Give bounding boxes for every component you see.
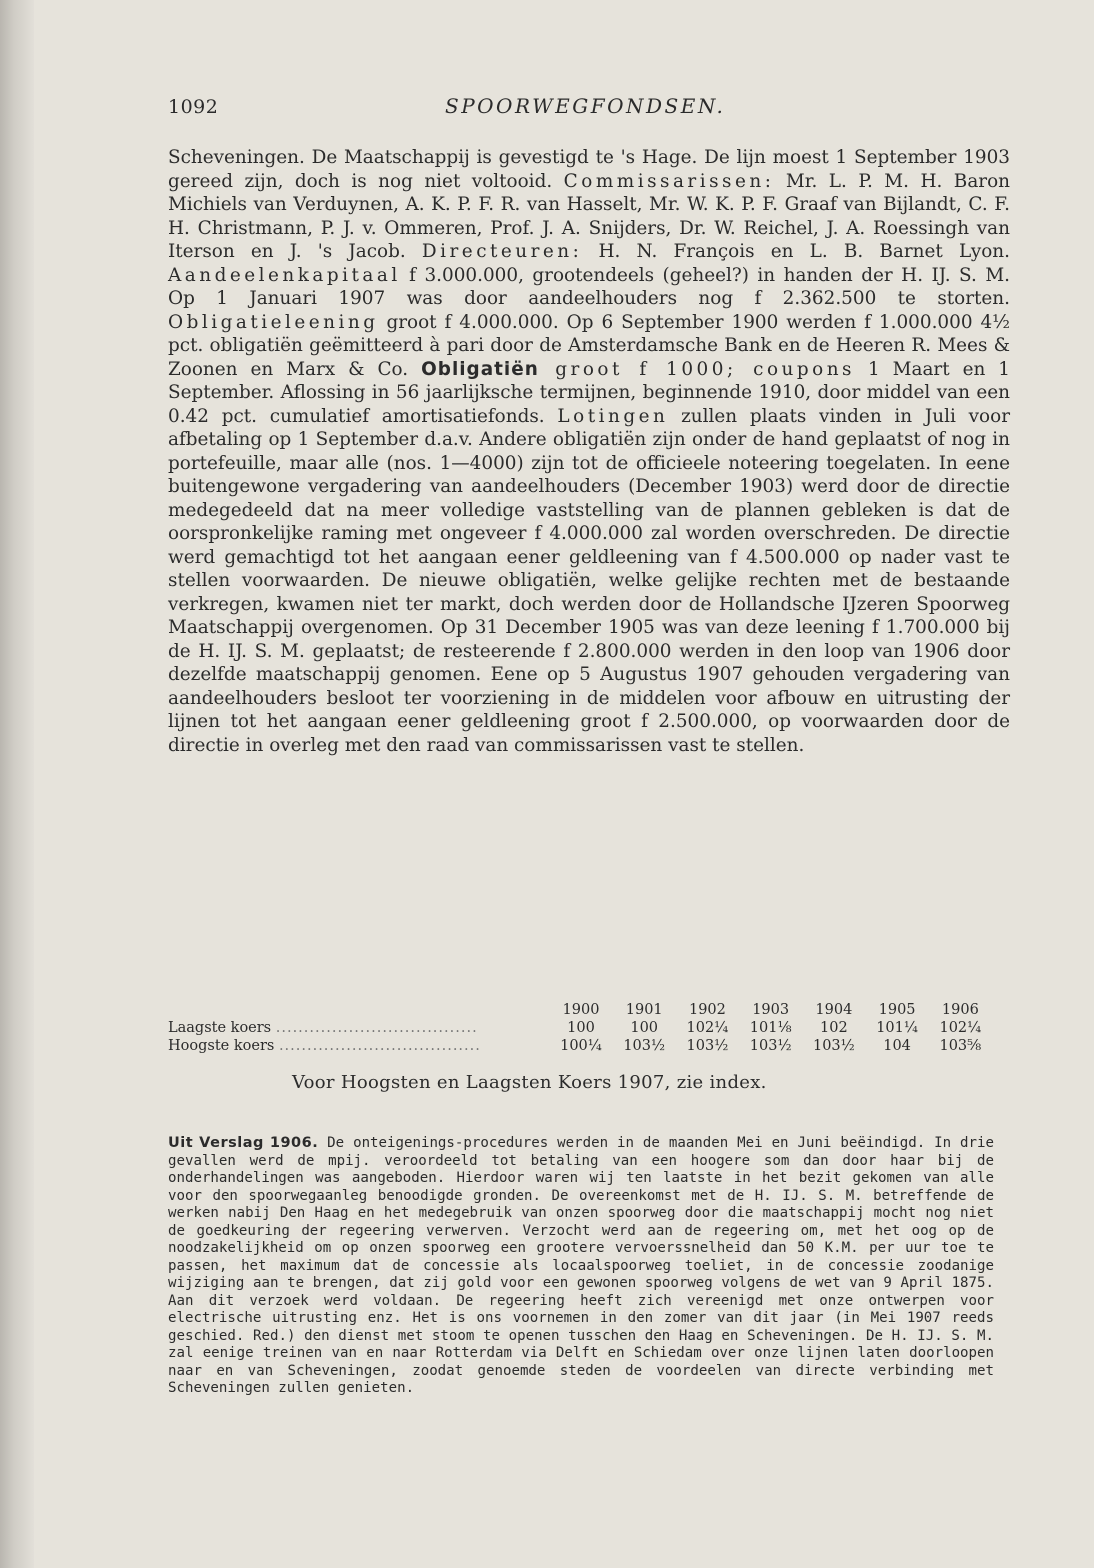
year-cell: 1901	[625, 1002, 663, 1018]
text-run: Mr. L. P. M. H. Baron Michiels van Verduynen, A. K. P. F. R. van Hasselt, Mr. W. K. P. F. Graaf van Bijlandt, C. F. H. Christmann, P. J. v. Ommeren, Prof. J. A. Snijders, Dr. W. Reichel, J. A. Roessingh van Iterson en J. 's Jacob.	[168, 170, 1010, 262]
laagste-koers-row	[168, 1019, 992, 1037]
koers-cell: 101⅛	[749, 1020, 792, 1036]
year-cell: 1903	[752, 1002, 790, 1018]
koers-cell: 102¼	[686, 1020, 729, 1036]
koers-cell: 102¼	[939, 1020, 982, 1036]
year-cell: 1906	[941, 1002, 979, 1018]
obligatieleening-label: Obligatieleening	[168, 311, 379, 333]
koers-cell: 103½	[686, 1038, 729, 1054]
coupons-label: coupons	[753, 358, 855, 380]
text-run: f 3.000.000, grootendeels (geheel?) in handen der H. IJ. S. M. Op 1 Januari 1907 was door aandeelhouders nog f 2.362.500 te storten.	[168, 264, 1010, 309]
lotingen-label: Lotingen	[557, 405, 669, 427]
dot-leader: ....................................	[278, 1038, 481, 1054]
commissarissen-label: Commissarissen:	[563, 170, 775, 192]
row-label: Hoogste koers	[168, 1038, 275, 1054]
year-cell: 1904	[815, 1002, 853, 1018]
koers-table	[168, 1001, 992, 1055]
koers-cell: 104	[883, 1038, 911, 1054]
year-cell: 1905	[878, 1002, 916, 1018]
koers-cell: 103⅝	[939, 1038, 982, 1054]
koers-cell: 103½	[623, 1038, 666, 1054]
koers-cell: 100¼	[560, 1038, 602, 1054]
verslag-text: De onteigenings-procedures werden in de maanden Mei en Juni beëindigd. In drie gevallen werd de mpij. veroordeeld tot betaling van een hoogere som dan door haar bij de onderhandelingen was aangeboden. Hierdoor waren wij ten laatste in het bezit gekomen van alle voor den spoorwegaanleg benoodigde gronden. De overeenkomst met de H. IJ. S. M. betreffende de werken nabij Den Haag en het medegebruik van onzen spoorweg door die maatschappij mocht nog niet de goedkeuring der regeering verwerven. Verzocht werd aan de regeering om, met het oog op de noodzakelijkheid om op onzen spoorweg een grootere vervoerssnelheid dan 50 K.M. per uur toe te passen, het maximum dat de concessie als locaalspoorweg toeliet, in de concessie zoodanige wijziging aan te brengen, dat zij gold voor een gewonen spoorweg volgens de wet van 9 April 1875. Aan dit verzoek werd voldaan. De regeering heeft zich vereenigd met onze ontwerpen voor electrische uitrusting enz. Het is ons voornemen in den zomer van dit jaar (in Mei 1907 reeds geschied. Red.) den dienst met stoom te openen tusschen den Haag en Scheveningen. De H. IJ. S. M. zal eenige treinen van en naar Rotterdam via Delft en Schiedam over onze lijnen laten doorloopen naar en van Scheveningen, zoodat genoemde steden de voordeelen van directe verbinding met Scheveningen zullen genieten.	[168, 1135, 994, 1396]
koers-year-row	[168, 1001, 992, 1019]
obligatien-label: Obligatiën	[421, 358, 539, 380]
koers-cell: 103½	[749, 1038, 792, 1054]
text-run: 1 Maart en 1 September. Aflossing in 56 jaarlijksche termijnen, beginnende 1910, door middel van een 0.42 pct. cumulatief amortisatiefonds.	[168, 358, 1010, 427]
koers-note: Voor Hoogsten en Laagsten Koers 1907, zie index.	[292, 1072, 767, 1093]
main-paragraph	[168, 146, 1010, 757]
koers-cell: 100	[630, 1020, 659, 1036]
verslag-heading: Uit Verslag 1906.	[168, 1135, 319, 1151]
text-run: zullen plaats vinden in Juli voor afbetaling op 1 September d.a.v. Andere obligatiën zijn onder de hand geplaatst of nog in portefeuille, maar alle (nos. 1—4000) zijn tot de officieele noteering toegelaten. In eene buitengewone vergadering van aandeelhouders (December 1903) werd door de directie medegedeeld dat na meer volledige vaststelling van de plannen gebleken is dat de oorspronkelijke raming met ongeveer f 4.000.000 zal worden overschreden. De directie werd gemachtigd tot het aangaan eener geldleening van f 4.500.000 op nader vast te stellen voorwaarden. De nieuwe obligatiën, welke gelijke rechten met de bestaande verkregen, kwamen niet ter markt, doch werden door de Hollandsche IJzeren Spoorweg Maatschappij overgenomen. Op 31 December 1905 was van deze leening f 1.700.000 bij de H. IJ. S. M. geplaatst; de resteerende f 2.800.000 werden in den loop van 1906 door dezelfde maatschappij genomen. Eene op 5 Augustus 1907 gehouden vergadering van aandeelhouders besloot ter voorziening in de middelen voor afbouw en uitrusting der lijnen tot het aangaan eener geldleening groot f 2.500.000, op voorwaarden door de directie in overleg met den raad van commissarissen vast te stellen.	[168, 405, 1010, 756]
text-run: groot f 4.000.000. Op 6 September 1900 werden f 1.000.000 4½ pct. obligatiën geëmitteerd à pari door de Amsterdamsche Bank en de Heeren R. Mees & Zoonen en Marx & Co.	[168, 311, 1010, 380]
dot-leader: ....................................	[275, 1020, 478, 1036]
aandeelenkapitaal-label: Aandeelenkapitaal	[168, 264, 401, 286]
koers-cell: 100	[567, 1020, 595, 1036]
koers-cell: 103½	[812, 1038, 855, 1054]
page-number: 1092	[168, 96, 219, 118]
row-label: Laagste koers	[168, 1020, 272, 1036]
hoogste-koers-row	[168, 1037, 992, 1055]
text-run: Scheveningen. De Maatschappij is gevestigd te 's Hage. De lijn moest 1 September 1903 gereed zijn, doch is nog niet voltooid.	[168, 147, 1010, 192]
book-spine-shadow	[0, 0, 34, 1568]
running-title: SPOORWEGFONDSEN.	[445, 94, 726, 118]
text-run: groot f 1000;	[538, 358, 754, 380]
directeuren-label: Directeuren:	[421, 241, 583, 262]
koers-cell: 101¼	[876, 1020, 918, 1036]
year-cell: 1900	[562, 1002, 600, 1018]
year-cell: 1902	[688, 1002, 726, 1018]
text-run: H. N. François en L. B. Barnet Lyon.	[582, 241, 1010, 262]
koers-cell: 102	[820, 1020, 848, 1036]
verslag-paragraph	[168, 1135, 994, 1398]
koers-corner-cell	[168, 1001, 549, 1019]
